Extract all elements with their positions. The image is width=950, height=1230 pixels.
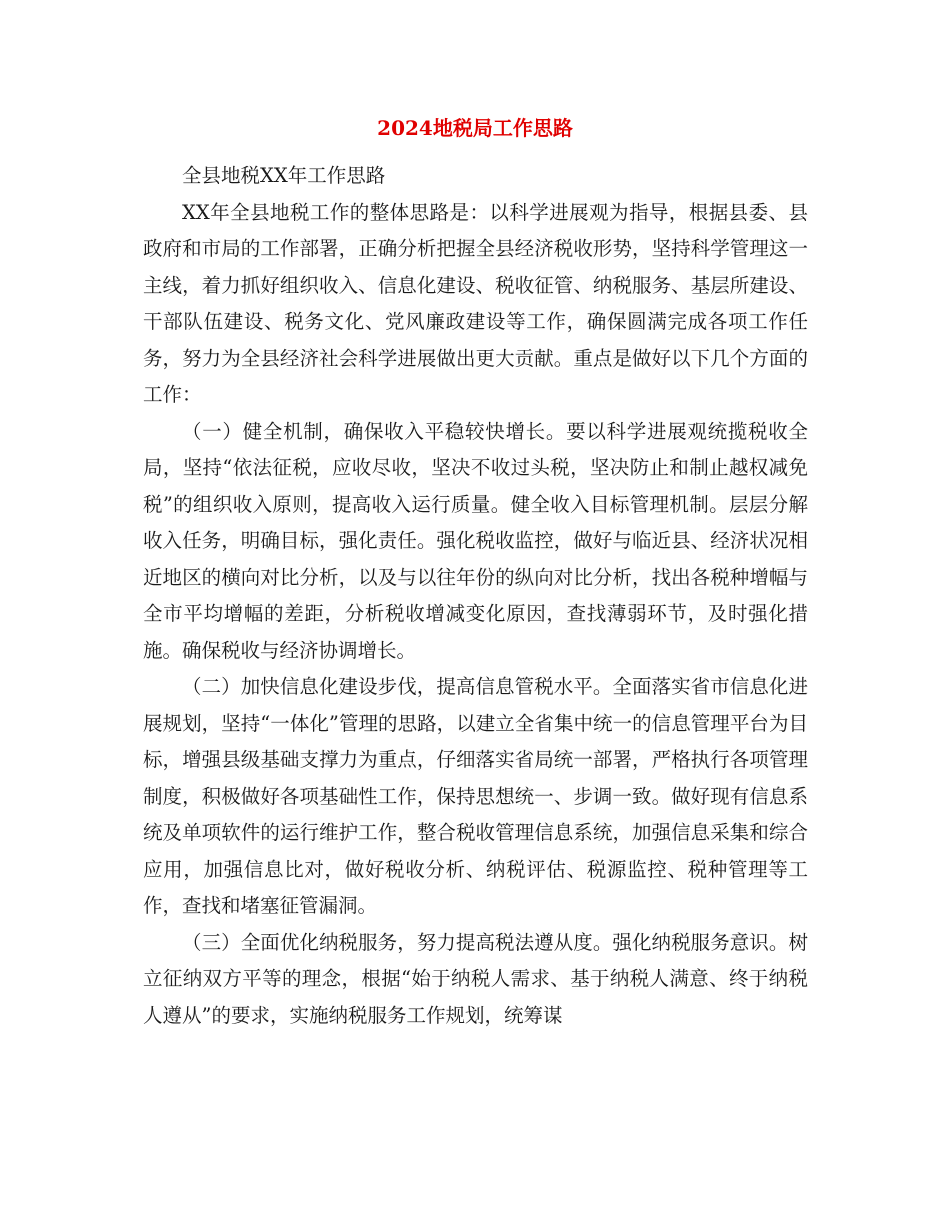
document-title: 2024地税局工作思路 [377, 116, 573, 140]
paragraph-overview: XX年全县地税工作的整体思路是：以科学进展观为指导，根据县委、县政府和市局的工作部署，正确分析把握全县经济税收形势，坚持科学管理这一主线，着力抓好组织收入、信息化建设、税收征管、纳税服务、基层所建设、干部队伍建设、税务文化、党风廉政建设等工作，确保圆满完成各项工作任务，努力为全县经济社会科学进展做出更大贡献。重点是做好以下几个方面的工作： [143, 200, 808, 406]
paragraph-section-1: （一）健全机制，确保收入平稳较快增长。要以科学进展观统揽税收全局，坚持“依法征税，应收尽收，坚决不收过头税，坚决防止和制止越权减免税”的组织收入原则，提高收入运行质量。健全收入目标管理机制。层层分解收入任务，明确目标，强化责任。强化税收监控，做好与临近县、经济状况相近地区的横向对比分析，以及与以往年份的纵向对比分析，找出各税种增幅与全市平均增幅的差距，分析税收增减变化原因，查找薄弱环节，及时强化措施。确保税收与经济协调增长。 [143, 419, 808, 662]
document-body [143, 158, 808, 1034]
paragraph-section-2: （二）加快信息化建设步伐，提高信息管税水平。全面落实省市信息化进展规划，坚持“一体化”管理的思路，以建立全省集中统一的信息管理平台为目标，增强县级基础支撑力为重点，仔细落实省局统一部署，严格执行各项管理制度，积极做好各项基础性工作，保持思想统一、步调一致。做好现有信息系统及单项软件的运行维护工作，整合税收管理信息系统，加强信息采集和综合应用，加强信息比对，做好税收分析、纳税评估、税源监控、税种管理等工作，查找和堵塞征管漏洞。 [143, 675, 808, 917]
paragraph-section-3: （三）全面优化纳税服务，努力提高税法遵从度。强化纳税服务意识。树立征纳双方平等的理念，根据“始于纳税人需求、基于纳税人满意、终于纳税人遵从”的要求，实施纳税服务工作规划，统筹谋 [143, 930, 808, 1027]
paragraph-subtitle: 全县地税XX年工作思路 [182, 164, 386, 187]
